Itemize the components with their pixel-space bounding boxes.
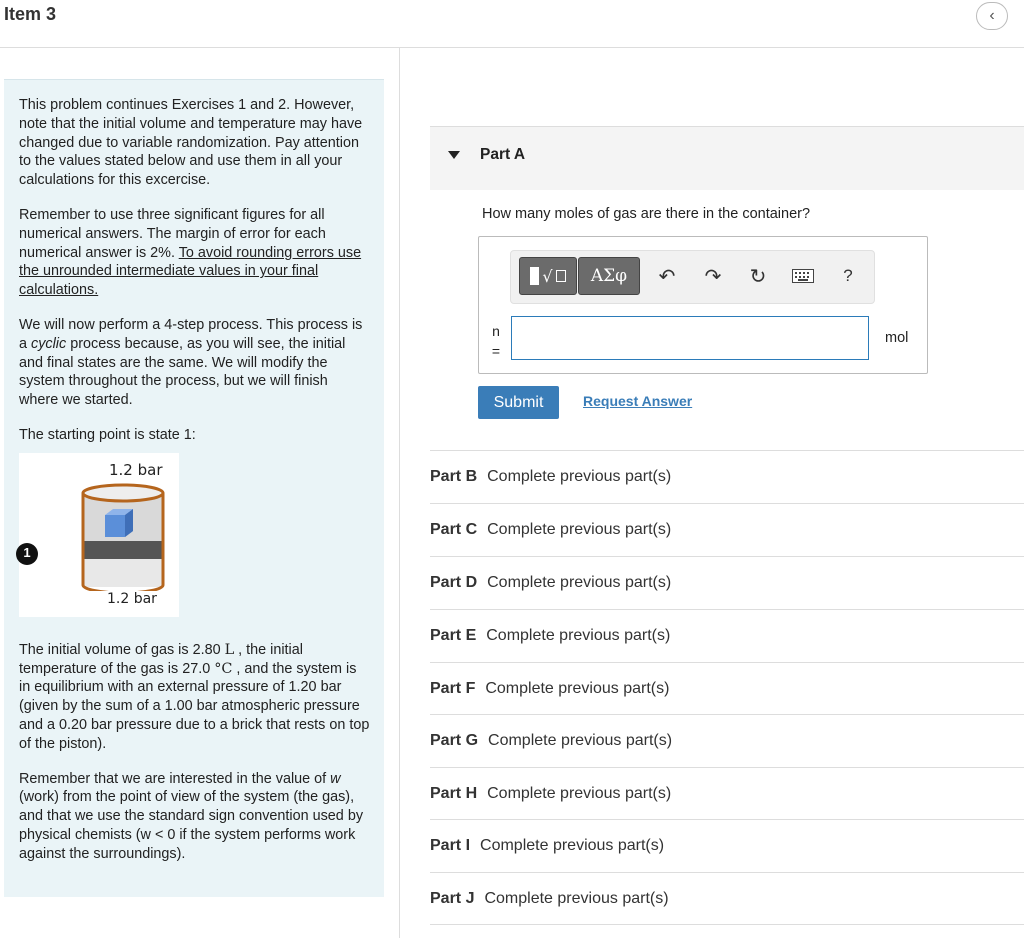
part-name: Part F xyxy=(430,680,476,697)
gas-region xyxy=(83,559,163,587)
reset-icon[interactable]: ↻ xyxy=(749,265,767,288)
templates-button[interactable] xyxy=(519,257,577,295)
part-status: Complete previous part(s) xyxy=(487,468,672,485)
work-convention-paragraph: Remember that we are interested in the value of w (work) from the point of view of the system (the gas), and that we use the standard sign convention used by physical chemists (w < 0 if the system performs work against the surroundings). xyxy=(19,770,364,862)
part-b-row[interactable] xyxy=(430,450,1024,503)
part-status: Complete previous part(s) xyxy=(487,574,672,591)
template-block-icon xyxy=(530,267,539,285)
item-title: Item 3 xyxy=(4,4,57,24)
intro-paragraph: This problem continues Exercises 1 and 2. However, note that the initial volume and temperature may have changed due to variable randomization. Pay attention to the values stated below and use them in all your calculations for this excercise. xyxy=(19,97,363,189)
volume-unit: L xyxy=(224,641,235,658)
part-a-question: How many moles of gas are there in the container? xyxy=(482,206,811,222)
part-name: Part J xyxy=(430,890,475,907)
part-a-header[interactable] xyxy=(430,126,1024,190)
rounding-hint: To avoid rounding errors use the unrounded intermediate values in your final calculations. xyxy=(19,244,362,299)
part-i-row[interactable] xyxy=(430,819,1024,872)
submit-button[interactable]: Submit xyxy=(478,386,559,419)
parts-bottom-divider xyxy=(430,924,1024,925)
unit-label: mol xyxy=(885,330,909,346)
temperature-unit: °C xyxy=(214,660,233,677)
part-e-row[interactable] xyxy=(430,609,1024,662)
moles-answer-input[interactable] xyxy=(511,316,869,360)
part-j-row[interactable] xyxy=(430,872,1024,925)
top-bar xyxy=(0,0,1024,48)
part-name: Part G xyxy=(430,732,479,749)
part-name: Part B xyxy=(430,468,478,485)
part-h-row[interactable] xyxy=(430,767,1024,820)
variable-label: n = xyxy=(491,323,501,359)
help-button[interactable]: ? xyxy=(843,266,853,285)
collapse-caret-icon[interactable] xyxy=(448,151,460,159)
previous-item-button[interactable] xyxy=(976,2,1008,30)
part-g-row[interactable] xyxy=(430,714,1024,767)
answer-entry-box xyxy=(478,236,928,374)
part-status: Complete previous part(s) xyxy=(480,837,665,854)
greek-symbols-button[interactable]: ΑΣφ xyxy=(578,257,640,295)
starting-point-text: The starting point is state 1: xyxy=(19,426,196,443)
state-1-figure xyxy=(19,453,179,617)
undo-icon[interactable]: ↶ xyxy=(658,265,676,288)
part-name: Part H xyxy=(430,785,478,802)
part-c-row[interactable] xyxy=(430,503,1024,556)
part-status: Complete previous part(s) xyxy=(487,521,672,538)
keyboard-shortcuts-icon[interactable] xyxy=(790,263,816,289)
part-status: Complete previous part(s) xyxy=(485,680,670,697)
keyboard-icon xyxy=(792,269,814,283)
math-toolbar xyxy=(510,250,875,304)
part-name: Part I xyxy=(430,837,471,854)
process-paragraph: We will now perform a 4-step process. This process is a cyclic process because, as you will see, the initial and final states are the same. We will modify the system throughout the process, but we will finish where we started. xyxy=(19,316,363,409)
part-a-title: Part A xyxy=(480,146,526,163)
part-status: Complete previous part(s) xyxy=(487,785,672,802)
cylinder-top-rim xyxy=(83,485,163,501)
gas-pressure-label: 1.2 bar xyxy=(107,590,157,607)
part-status: Complete previous part(s) xyxy=(484,890,669,907)
sqrt-icon: √ xyxy=(542,266,553,286)
volume-value: 2.80 xyxy=(192,641,221,658)
state-number-badge: 1 xyxy=(16,543,38,565)
piston xyxy=(83,541,163,559)
part-status: Complete previous part(s) xyxy=(488,732,673,749)
initial-conditions-paragraph: The initial volume of gas is 2.80 L , the initial temperature of the gas is 27.0 °C , and the system is in equilibrium with an external pressure of 1.20 bar (given by the sum of a 1.00 bar atmospheric pressure and a 0.20 bar pressure due to a brick that rests on top of the piston). xyxy=(19,641,370,752)
external-pressure-label: 1.2 bar xyxy=(109,460,163,479)
column-divider xyxy=(399,48,400,938)
sig-fig-paragraph: Remember to use three significant figures for all numerical answers. The margin of error for each numerical answer is 2%. To avoid rounding errors use the unrounded intermediate values in your final calculations. xyxy=(19,206,362,299)
problem-statement-panel xyxy=(4,79,384,897)
redo-icon[interactable]: ↷ xyxy=(704,265,722,288)
template-square-icon xyxy=(556,270,566,282)
part-name: Part E xyxy=(430,627,477,644)
temperature-value: 27.0 xyxy=(182,660,211,677)
part-f-row[interactable] xyxy=(430,662,1024,715)
request-answer-link[interactable]: Request Answer xyxy=(583,393,693,409)
part-name: Part D xyxy=(430,574,478,591)
chevron-left-icon: ‹ xyxy=(989,7,995,24)
part-status: Complete previous part(s) xyxy=(486,627,671,644)
part-d-row[interactable] xyxy=(430,556,1024,609)
part-name: Part C xyxy=(430,521,478,538)
cylinder-piston-illustration xyxy=(79,481,169,591)
